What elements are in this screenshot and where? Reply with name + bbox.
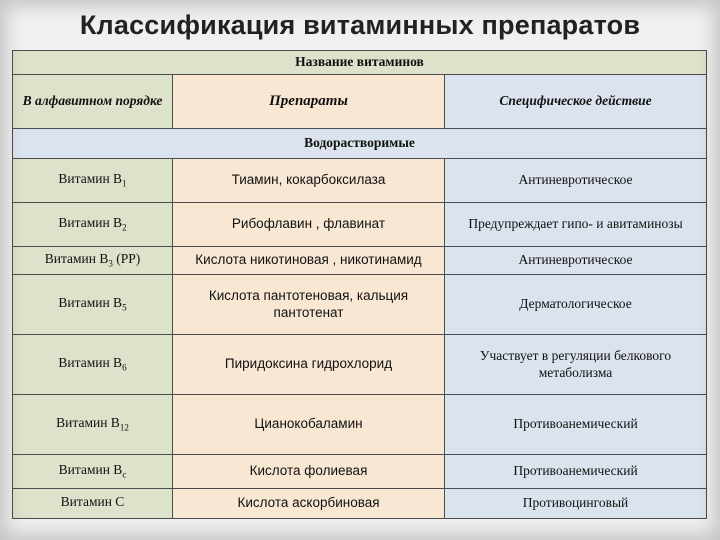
header-alphabetical: В алфавитном порядке xyxy=(13,75,173,129)
preparation: Кислота никотиновая , никотинамид xyxy=(173,247,445,275)
vitamin-name: Витамин $В_2$ xyxy=(13,203,173,247)
vitamin-name: Витамин $В_3$ (PP) xyxy=(13,247,173,275)
page-title: Классификация витаминных препаратов xyxy=(79,10,641,40)
vitamin-name: Витамин $В_{12}$ xyxy=(13,395,173,455)
preparation: Кислота фолиевая xyxy=(173,455,445,489)
preparation: Тиамин, кокарбоксилаза xyxy=(173,159,445,203)
specific-action: Предупреждает гипо- и авитаминозы xyxy=(445,203,707,247)
table-row xyxy=(13,247,707,275)
table-row xyxy=(13,455,707,489)
table-row xyxy=(13,159,707,203)
header-row-columns xyxy=(13,75,707,129)
specific-action: Антиневротическое xyxy=(445,247,707,275)
preparation: Кислота аскорбиновая xyxy=(173,489,445,519)
specific-action: Антиневротическое xyxy=(445,159,707,203)
table-row xyxy=(13,275,707,335)
specific-action: Противоцинговый xyxy=(445,489,707,519)
preparation: Пиридоксина гидрохлорид xyxy=(173,335,445,395)
table-row xyxy=(13,395,707,455)
header-row-group xyxy=(13,129,707,159)
preparation: Рибофлавин , флавинат xyxy=(173,203,445,247)
group-water-soluble: Водорастворимые xyxy=(13,129,707,159)
specific-action: Противоанемический xyxy=(445,395,707,455)
table-row xyxy=(13,203,707,247)
header-row-top xyxy=(13,51,707,75)
preparation: Цианокобаламин xyxy=(173,395,445,455)
vitamin-name: Витамин $В_5$ xyxy=(13,275,173,335)
preparation: Кислота пантотеновая, кальция пантотенат xyxy=(173,275,445,335)
vitamin-table xyxy=(12,50,707,519)
vitamin-name: Витамин С xyxy=(13,489,173,519)
header-specific-action: Специфическое действие xyxy=(445,75,707,129)
table-row xyxy=(13,489,707,519)
header-vitamin-names: Название витаминов xyxy=(13,51,707,75)
vitamin-name: Витамин $В_1$ xyxy=(13,159,173,203)
header-preparations: Препараты xyxy=(173,75,445,129)
vitamin-name: Витамин $В_c$ xyxy=(13,455,173,489)
table-row xyxy=(13,335,707,395)
specific-action: Дерматологическое xyxy=(445,275,707,335)
vitamin-name: Витамин $В_6$ xyxy=(13,335,173,395)
specific-action: Участвует в регуляции белкового метаболизма xyxy=(445,335,707,395)
specific-action: Противоанемический xyxy=(445,455,707,489)
